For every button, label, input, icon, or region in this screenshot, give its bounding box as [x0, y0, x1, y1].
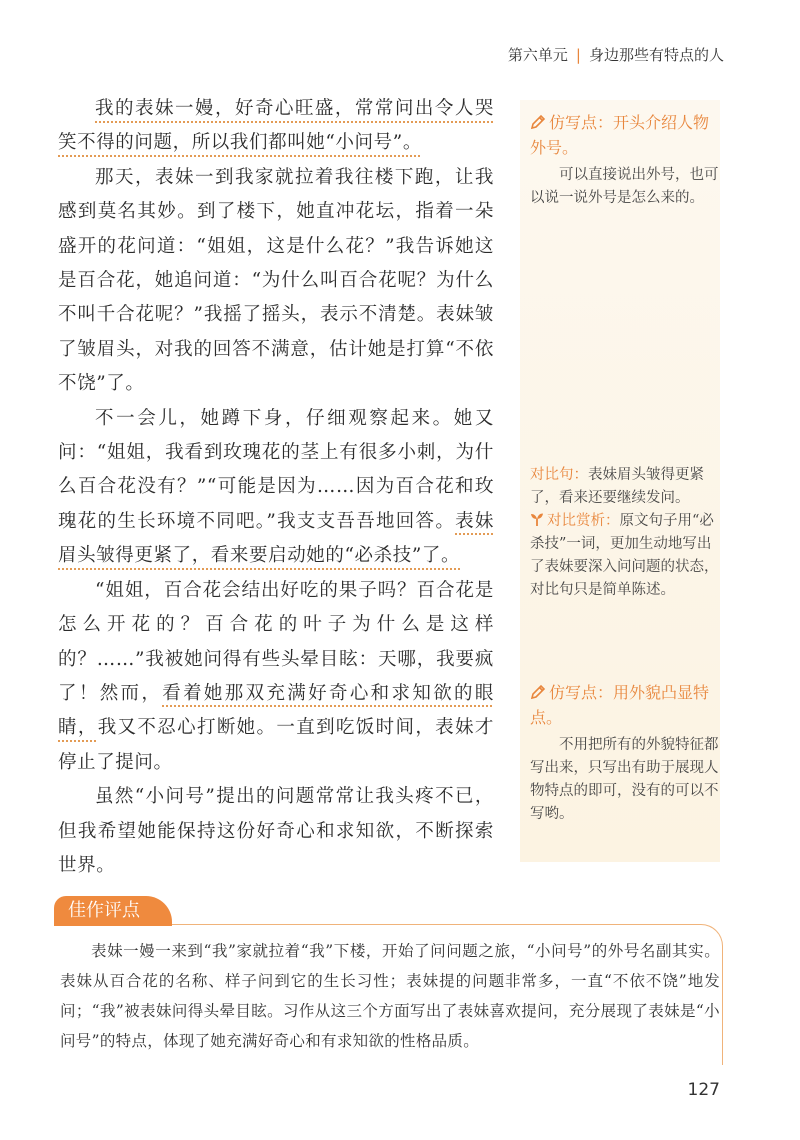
- note-2-appreciation: [530, 510, 720, 602]
- note-1-title-text: 仿写点：开头介绍人物外号。: [530, 113, 710, 157]
- note-2-contrast-sentence: [530, 464, 720, 510]
- appreciation-label: 对比赏析：: [547, 513, 620, 529]
- note-imitation-appearance: [530, 680, 720, 826]
- page-number: 127: [687, 1080, 720, 1100]
- underlined-appearance: 看着她那双充满好奇心和求知欲的眼睛，: [58, 682, 494, 739]
- paragraph-1: [58, 92, 494, 161]
- underlined-contrast-sentence: 表妹眉头皱得更紧了，看来要启动她的“必杀技”了。: [58, 510, 495, 567]
- paragraph-2: 那天，表妹一到我家就拉着我往楼下跑，让我感到莫名其妙。到了楼下，她直冲花坛，指着一朵盛开的花问道：“姐姐，这是什么花？”我告诉她这是百合花，她追问道：“为什么叫百合花呢？为什么不叫千合花呢？”我摇了摇头，表示不清楚。表妹皱了皱眉头，对我的回答不满意，估计她是打算“不依不饶”了。: [58, 166, 494, 395]
- note-1-title: [530, 110, 720, 160]
- note-3-title: [530, 680, 720, 730]
- paragraph-4-text-b: 我又不忍心打断她。一直到吃饭时间，表妹才停止了提问。: [58, 717, 494, 773]
- header-separator: |: [575, 46, 581, 64]
- note-imitation-opening: [530, 110, 720, 210]
- page-header: [508, 44, 724, 65]
- paragraph-3-text: 不一会儿，她蹲下身，仔细观察起来。她又问：“姐姐，我看到玫瑰花的茎上有很多小刺，为什么百合花没有？”“可能是因为……因为百合花和玫瑰花的生长环境不同吧。”我支支吾吾地回答。: [58, 407, 494, 532]
- pencil-icon: [530, 684, 546, 700]
- sprout-icon: [530, 512, 544, 527]
- pencil-icon: [530, 114, 546, 130]
- appreciation-text: 原文句子用“必杀技”一词，更加生动地写出了表妹要深入问问题的状态，对比句只是简单陈述。: [530, 513, 719, 598]
- evaluation-text: 表妹一嫚一来到“我”家就拉着“我”下楼，开始了问问题之旅，“小问号”的外号名副其实。表妹从百合花的名称、样子问到它的生长习性；表妹提的问题非常多，一直“不依不饶”地发问；“我”被表妹问得头晕目眩。习作从这三个方面写出了表妹喜欢提问，充分展现了表妹是“小问号”的特点，体现了她充满好奇心和有求知欲的性格品质。: [60, 942, 720, 1050]
- unit-label: 第六单元: [507, 46, 568, 64]
- note-3-title-text: 仿写点：用外貌凸显特点。: [530, 683, 710, 727]
- underlined-opening: 我的表妹一嫚，好奇心旺盛，常常问出令人哭笑不得的问题，所以我们都叫她“小问号”。: [58, 98, 494, 154]
- note-contrast: [530, 464, 720, 602]
- contrast-text: 表妹眉头皱得更紧了，看来还要继续发问。: [530, 467, 704, 506]
- paragraph-5: 虽然“小问号”提出的问题常常让我头疼不已，但我希望她能保持这份好奇心和求知欲，不断探索世界。: [58, 786, 494, 876]
- note-1-body: 可以直接说出外号，也可以说一说外号是怎么来的。: [530, 167, 719, 206]
- evaluation-title: 佳作评点: [54, 896, 172, 926]
- paragraph-4-text-a: “姐姐，百合花会结出好吃的果子吗？百合花是怎么开花的？百合花的叶子为什么是这样的？……”我被她问得有些头晕目眩：天哪，我要疯了！然而，: [58, 579, 494, 704]
- contrast-label: 对比句：: [530, 467, 588, 483]
- paragraph-3: [58, 402, 494, 574]
- note-3-body: 不用把所有的外貌特征都写出来，只写出有助于展现人物特点的即可，没有的可以不写哟。: [530, 737, 719, 822]
- essay-body: [58, 92, 494, 883]
- paragraph-4: [58, 574, 494, 780]
- unit-title: 身边那些有特点的人: [588, 46, 724, 64]
